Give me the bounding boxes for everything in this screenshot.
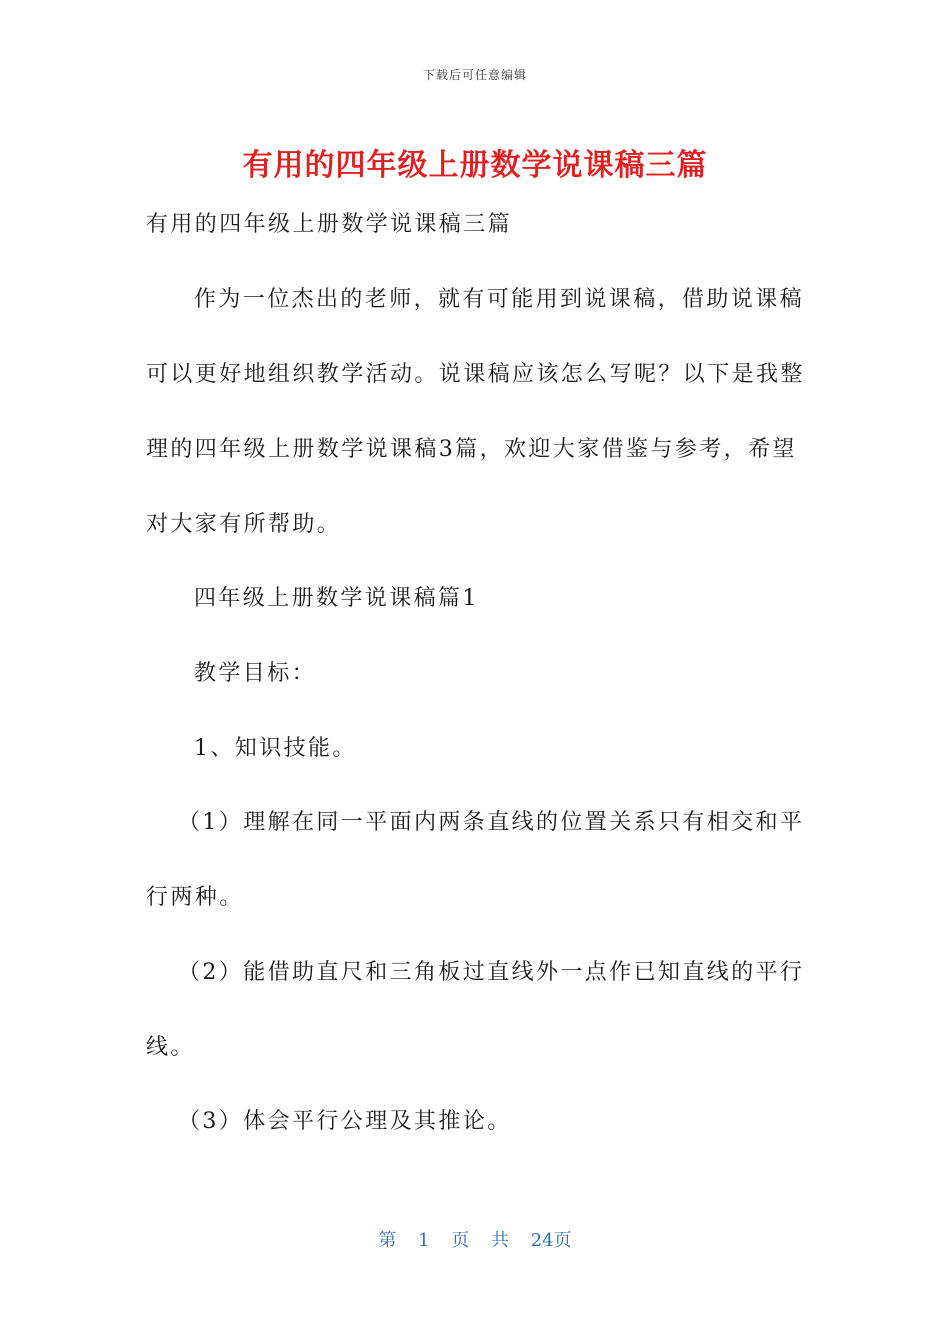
item1-line-2: 行两种。 bbox=[146, 885, 244, 910]
intro-line-1: 作为一位杰出的老师，就有可能用到说课稿，借助说课稿 bbox=[194, 287, 805, 312]
item2-line-1: （2）能借助直尺和三角板过直线外一点作已知直线的平行 bbox=[178, 960, 805, 985]
page-footer bbox=[0, 1226, 950, 1252]
footer-page-number: 1 bbox=[418, 1230, 430, 1251]
skill-heading: 1、知识技能。 bbox=[194, 736, 357, 761]
subtitle-line: 有用的四年级上册数学说课稿三篇 bbox=[146, 212, 513, 237]
intro-line-2: 可以更好地组织教学活动。说课稿应该怎么写呢？以下是我整 bbox=[146, 362, 805, 387]
header-note: 下载后可任意编辑 bbox=[422, 68, 527, 82]
document-title: 有用的四年级上册数学说课稿三篇 bbox=[242, 148, 708, 183]
footer-gong: 共 bbox=[491, 1230, 509, 1251]
intro-line-4: 对大家有所帮助。 bbox=[146, 512, 342, 537]
item1-line-1: （1）理解在同一平面内两条直线的位置关系只有相交和平 bbox=[178, 810, 805, 835]
section-heading: 四年级上册数学说课稿篇1 bbox=[194, 586, 479, 611]
footer-di: 第 bbox=[378, 1230, 397, 1251]
item3-line: （3）体会平行公理及其推论。 bbox=[178, 1109, 512, 1134]
footer-ye: 页 bbox=[451, 1230, 470, 1251]
goals-heading: 教学目标： bbox=[194, 661, 317, 686]
footer-total-pages: 24页 bbox=[530, 1230, 572, 1251]
intro-line-3: 理的四年级上册数学说课稿3篇，欢迎大家借鉴与参考，希望 bbox=[146, 437, 797, 462]
item2-line-2: 线。 bbox=[146, 1035, 195, 1060]
